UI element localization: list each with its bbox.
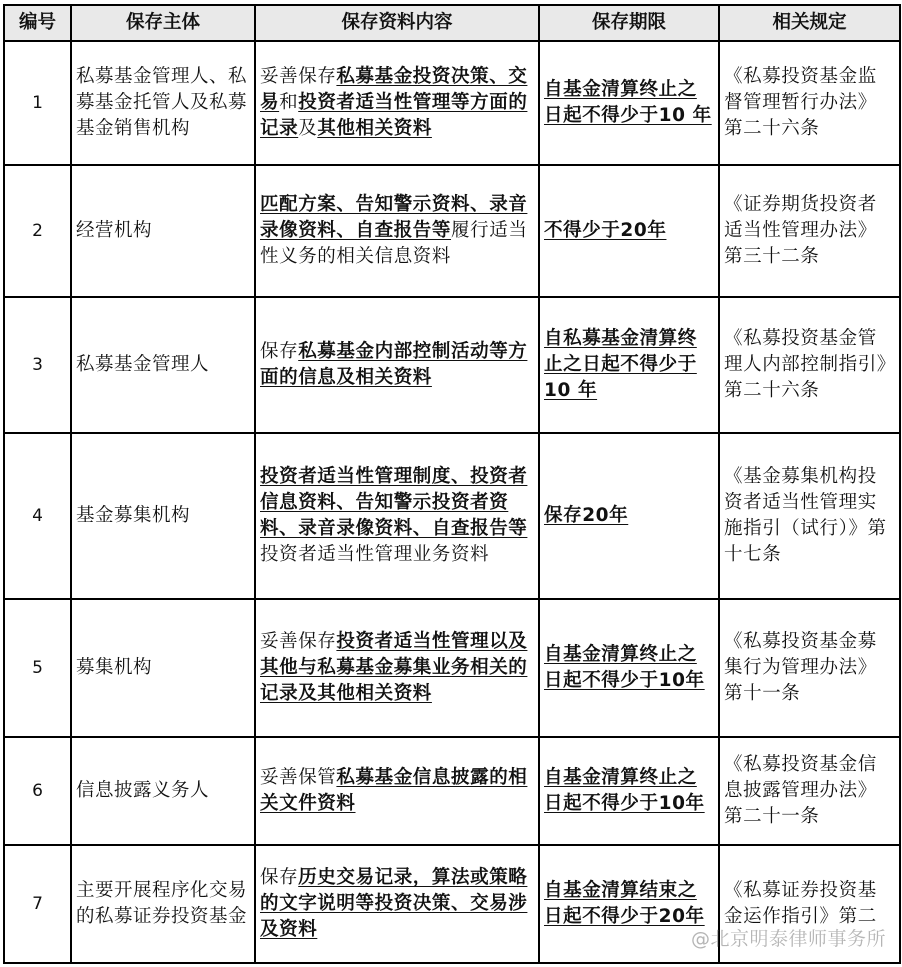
period-cell <box>539 41 719 165</box>
header-content: 保存资料内容 <box>255 5 539 41</box>
period-text: 自基金清算结束之日起不得少于20年 <box>544 880 705 927</box>
row-number: 1 <box>4 41 71 165</box>
period-text: 自私募基金清算终止之日起不得少于10 年 <box>544 328 697 401</box>
row-number: 5 <box>4 599 71 737</box>
content-emphasis: 投资者适当性管理等方面的记录 <box>260 92 528 139</box>
header-rule: 相关规定 <box>719 5 900 41</box>
period-text: 保存20年 <box>544 505 629 526</box>
content-cell <box>255 165 539 297</box>
period-text: 自基金清算终止之日起不得少于10 年 <box>544 79 712 126</box>
header-period: 保存期限 <box>539 5 719 41</box>
subject-cell: 私募基金管理人、私募基金托管人及私募基金销售机构 <box>71 41 255 165</box>
content-emphasis: 私募基金投资决策、交易 <box>260 66 528 113</box>
row-number: 3 <box>4 297 71 433</box>
content-cell <box>255 737 539 845</box>
header-subject: 保存主体 <box>71 5 255 41</box>
header-row <box>4 5 900 41</box>
period-text: 自基金清算终止之日起不得少于10年 <box>544 644 705 691</box>
rule-cell: 《私募投资基金募集行为管理办法》第十一条 <box>719 599 900 737</box>
content-cell <box>255 599 539 737</box>
period-cell <box>539 737 719 845</box>
table-body <box>4 41 900 963</box>
content-emphasis: 投资者适当性管理制度、投资者信息资料、告知警示投资者资料、录音录像资料、自查报告等 <box>260 466 528 539</box>
period-cell <box>539 165 719 297</box>
subject-cell: 信息披露义务人 <box>71 737 255 845</box>
content-text: 保存 <box>260 341 299 362</box>
rule-cell: 《私募投资基金管理人内部控制指引》第二十六条 <box>719 297 900 433</box>
table-row <box>4 297 900 433</box>
table-row <box>4 599 900 737</box>
period-cell <box>539 599 719 737</box>
content-emphasis: 历史交易记录，算法或策略的文字说明等投资决策、交易涉及资料 <box>260 867 528 940</box>
content-text: 妥善保管 <box>260 767 337 788</box>
content-emphasis: 匹配方案、告知警示资料、录音录像资料、自查报告等 <box>260 194 528 241</box>
watermark: @北京明泰律师事务所 <box>690 928 886 950</box>
content-emphasis: 私募基金信息披露的相关文件资料 <box>260 767 528 814</box>
content-text: 及 <box>298 118 318 139</box>
row-number: 2 <box>4 165 71 297</box>
content-cell <box>255 845 539 963</box>
content-cell <box>255 297 539 433</box>
row-number: 6 <box>4 737 71 845</box>
content-text: 履行适当性义务的相关信息资料 <box>260 220 528 267</box>
content-emphasis: 其他相关资料 <box>317 118 432 139</box>
period-cell <box>539 433 719 599</box>
subject-cell: 私募基金管理人 <box>71 297 255 433</box>
rule-cell: 《私募投资基金监督管理暂行办法》第二十六条 <box>719 41 900 165</box>
content-emphasis: 投资者适当性管理以及其他与私募基金募集业务相关的记录及其他相关资料 <box>260 631 528 704</box>
rule-cell: 《私募投资基金信息披露管理办法》第二十一条 <box>719 737 900 845</box>
table-row <box>4 433 900 599</box>
content-text: 和 <box>279 92 299 113</box>
table-row <box>4 165 900 297</box>
period-text: 不得少于20年 <box>544 220 667 241</box>
table-row <box>4 41 900 165</box>
content-text: 妥善保存 <box>260 631 337 652</box>
rule-cell: 《基金募集机构投资者适当性管理实施指引（试行）》第十七条 <box>719 433 900 599</box>
subject-cell: 基金募集机构 <box>71 433 255 599</box>
content-text: 妥善保存 <box>260 66 337 87</box>
rule-cell: 《证券期货投资者适当性管理办法》第三十二条 <box>719 165 900 297</box>
period-cell <box>539 297 719 433</box>
row-number: 7 <box>4 845 71 963</box>
period-text: 自基金清算终止之日起不得少于10年 <box>544 767 705 814</box>
content-text: 保存 <box>260 867 299 888</box>
content-emphasis: 私募基金内部控制活动等方面的信息及相关资料 <box>260 341 528 388</box>
subject-cell: 经营机构 <box>71 165 255 297</box>
subject-cell: 募集机构 <box>71 599 255 737</box>
content-cell <box>255 41 539 165</box>
table-row <box>4 737 900 845</box>
retention-table <box>3 4 901 964</box>
content-cell <box>255 433 539 599</box>
header-num: 编号 <box>4 5 71 41</box>
rule-cell: 《私募证券投资基金运作指引》第二 <box>719 845 900 963</box>
subject-cell: 主要开展程序化交易的私募证券投资基金 <box>71 845 255 963</box>
row-number: 4 <box>4 433 71 599</box>
content-text: 投资者适当性管理业务资料 <box>260 544 490 565</box>
